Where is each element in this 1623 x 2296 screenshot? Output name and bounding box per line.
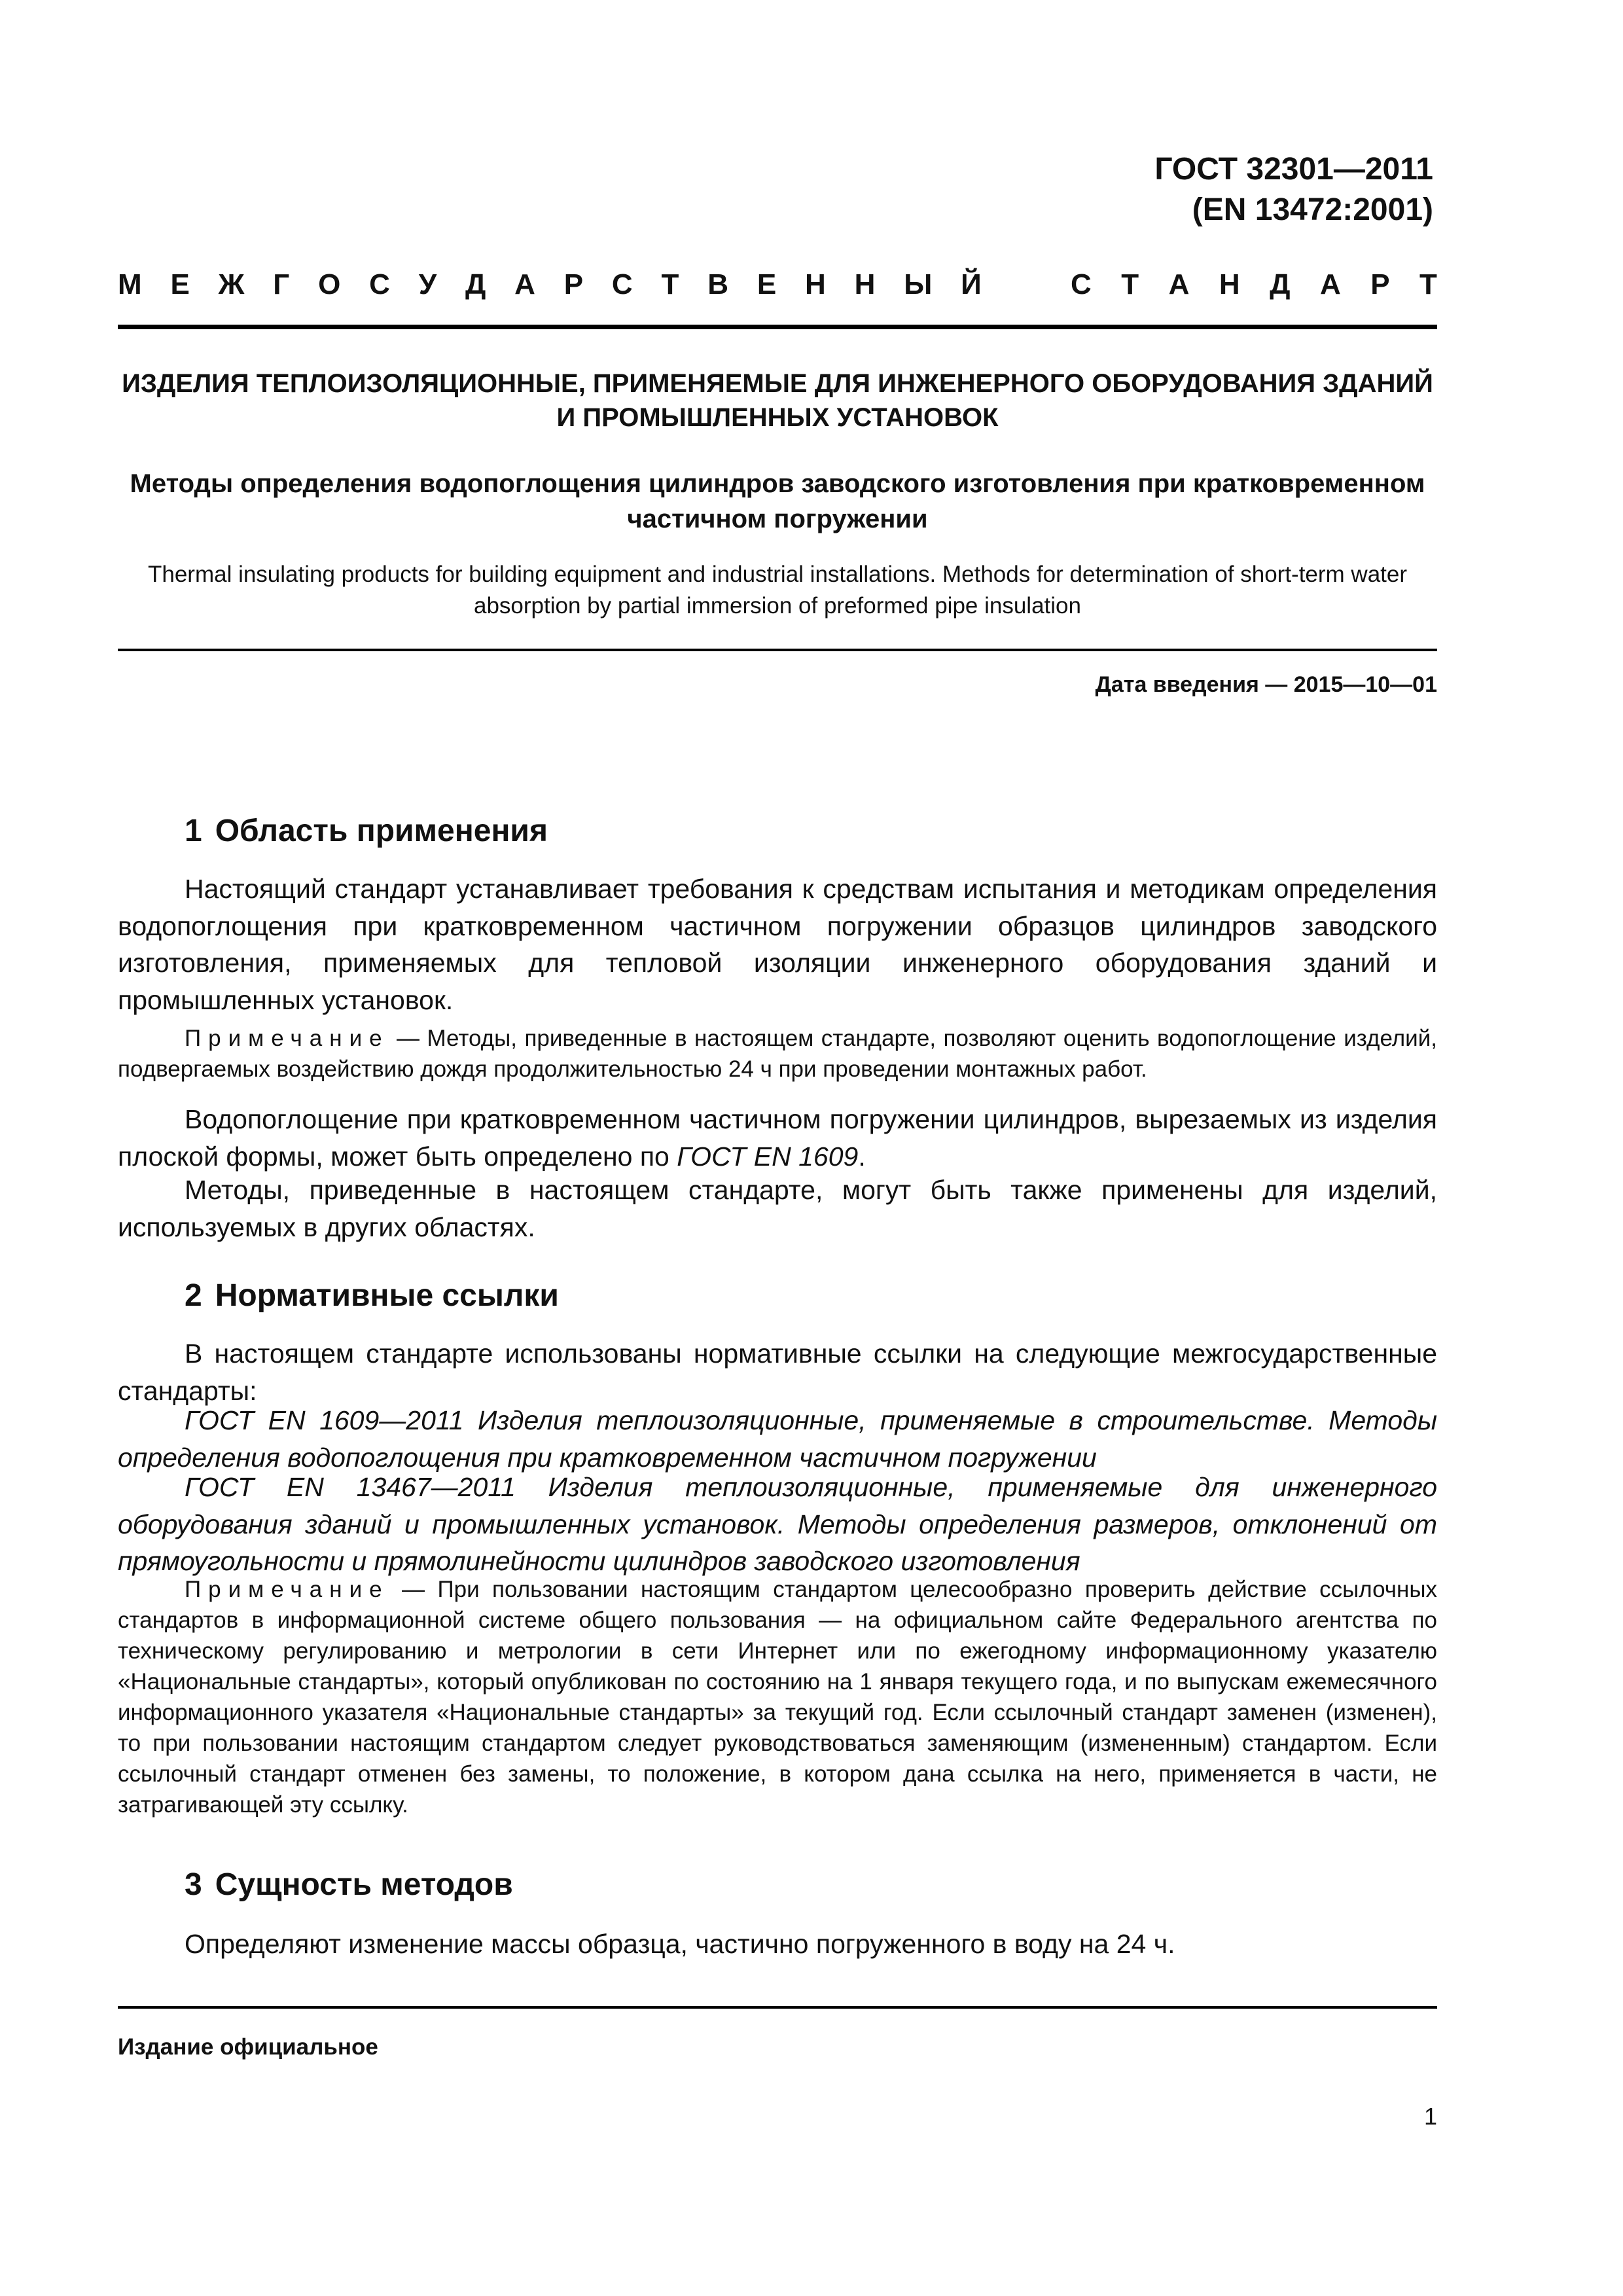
standard-type-letter: Ж [218, 268, 245, 300]
section-number: 1 [185, 814, 202, 848]
standard-type-letter: С [1071, 268, 1092, 300]
standard-reference: ГОСТ EN 1609 [677, 1141, 859, 1172]
paragraph-end: . [858, 1141, 866, 1172]
standard-type-letter: Н [1219, 268, 1240, 300]
standard-type-letter: Т [661, 268, 679, 300]
section-1-paragraph-2 [118, 1101, 1437, 1175]
section-title: Сущность методов [215, 1867, 513, 1902]
section-3-paragraph-1: Определяют изменение массы образца, частично погруженного в воду на 24 ч. [185, 1929, 1175, 1959]
standard-type-word-standard [1071, 265, 1437, 304]
standard-type-letter: Й [961, 268, 982, 300]
note-label: Примечание [185, 1577, 389, 1602]
section-2-heading [185, 1276, 1363, 1316]
standard-type-letter: Е [170, 268, 190, 300]
section-1-paragraph-3: Методы, приведенные в настоящем стандарте, могут быть также применены для изделий, используемых в других областях. [118, 1175, 1437, 1242]
designation-number: ГОСТ 32301—2011 [1154, 152, 1433, 187]
standard-type-letter: В [707, 268, 729, 300]
standard-type-letter: Н [854, 268, 876, 300]
official-edition-label: Издание официальное [118, 2034, 378, 2060]
introduction-date: Дата введения — 2015—10—01 [1095, 672, 1437, 697]
standard-type-letter: А [514, 268, 535, 300]
standard-type-letter: Г [273, 268, 290, 300]
standard-type-letter: Н [805, 268, 826, 300]
standard-type-letter: М [118, 268, 142, 300]
standard-type-letter: С [611, 268, 633, 300]
page-number: 1 [1423, 2103, 1437, 2130]
section-number: 2 [185, 1278, 202, 1313]
document-title: ИЗДЕЛИЯ ТЕПЛОИЗОЛЯЦИОННЫЕ, ПРИМЕНЯЕМЫЕ ДЛЯ ИНЖЕНЕРНОГО ОБОРУДОВАНИЯ ЗДАНИЙ И ПРОМЫШЛЕННЫХ УСТАНОВОК [122, 369, 1433, 432]
document-subtitle: Методы определения водопоглощения цилиндров заводского изготовления при кратковременном частичном погружении [130, 469, 1425, 533]
standard-type-letter: Д [1270, 268, 1291, 300]
footer-rule [118, 2006, 1437, 2009]
title-rule [118, 649, 1437, 651]
note-text: — Методы, приведенные в настоящем стандарте, позволяют оценить водопоглощение изделий, подвергаемых воздействию дождя продолжительностью 24 ч при проведении монтажных работ. [118, 1026, 1437, 1082]
normative-reference-1: ГОСТ EN 1609—2011 Изделия теплоизоляционные, применяемые в строительстве. Методы определения водопоглощения при кратковременном частичном погружении [118, 1405, 1437, 1473]
section-3-heading [185, 1865, 1363, 1905]
standard-type-letter: Р [563, 268, 584, 300]
note-label: Примечание [185, 1026, 389, 1051]
standard-type-letter: Р [1370, 268, 1390, 300]
section-title: Область применения [215, 814, 548, 848]
standard-type-letter: Д [465, 268, 486, 300]
standard-type-letter: У [418, 268, 437, 300]
designation-en-number: (EN 13472:2001) [1192, 192, 1433, 227]
standard-type-word-interstate [118, 265, 982, 304]
document-title-english: Thermal insulating products for building equipment and industrial installations. Methods for determination of short-term water absorption by partial immersion of preformed pipe insulation [147, 562, 1408, 619]
standard-type-letter: Ы [904, 268, 933, 300]
section-number: 3 [185, 1867, 202, 1902]
standard-type-line [118, 265, 1437, 304]
standard-type-letter: С [369, 268, 390, 300]
standard-type-letter: Е [757, 268, 777, 300]
standard-type-letter: Т [1121, 268, 1139, 300]
paragraph-text: Водопоглощение при кратковременном частичном погружении цилиндров, вырезаемых из изделия плоской формы, может быть определено по [118, 1104, 1437, 1172]
note-text: — При пользовании настоящим стандартом целесообразно проверить действие ссылочных стандартов в информационной системе общего пользования — на официальном сайте Федерального агентства по техническому регулированию и метрологии в сети Интернет или по ежегодному информационному указателю «Национальные стандарты», который опубликован по состоянию на 1 января текущего года, и по выпускам ежемесячного информационного указателя «Национальные стандарты» за текущий год. Если ссылочный стандарт заменен (изменен), то при пользовании настоящим стандартом следует руководствоваться заменяющим (измененным) стандартом. Если ссылочный стандарт отменен без замены, то положение, в котором дана ссылка на него, применяется в части, не затрагивающей эту ссылку. [118, 1577, 1437, 1818]
standard-type-letter: А [1168, 268, 1190, 300]
standard-type-letter: О [318, 268, 341, 300]
normative-reference-2: ГОСТ EN 13467—2011 Изделия теплоизоляционные, применяемые для инженерного оборудования зданий и промышленных установок. Методы определения размеров, отклонений от прямоугольности и прямолинейности цилиндров заводского изготовления [118, 1472, 1437, 1576]
section-2-note [118, 1574, 1437, 1820]
section-1-paragraph-1: Настоящий стандарт устанавливает требования к средствам испытания и методикам определения водопоглощения при кратковременном частичном погружении образцов цилиндров заводского изготовления, применяемых для тепловой изоляции инженерного оборудования зданий и промышленных установок. [118, 874, 1437, 1015]
standard-type-letter: А [1319, 268, 1341, 300]
section-title: Нормативные ссылки [215, 1278, 559, 1313]
section-1-note [118, 1023, 1437, 1085]
standard-type-letter: Т [1419, 268, 1437, 300]
section-2-paragraph-1: В настоящем стандарте использованы нормативные ссылки на следующие межгосударственные стандарты: [118, 1338, 1437, 1406]
section-1-heading [185, 812, 1363, 851]
header-rule [118, 325, 1437, 329]
standard-designation [844, 149, 1433, 230]
